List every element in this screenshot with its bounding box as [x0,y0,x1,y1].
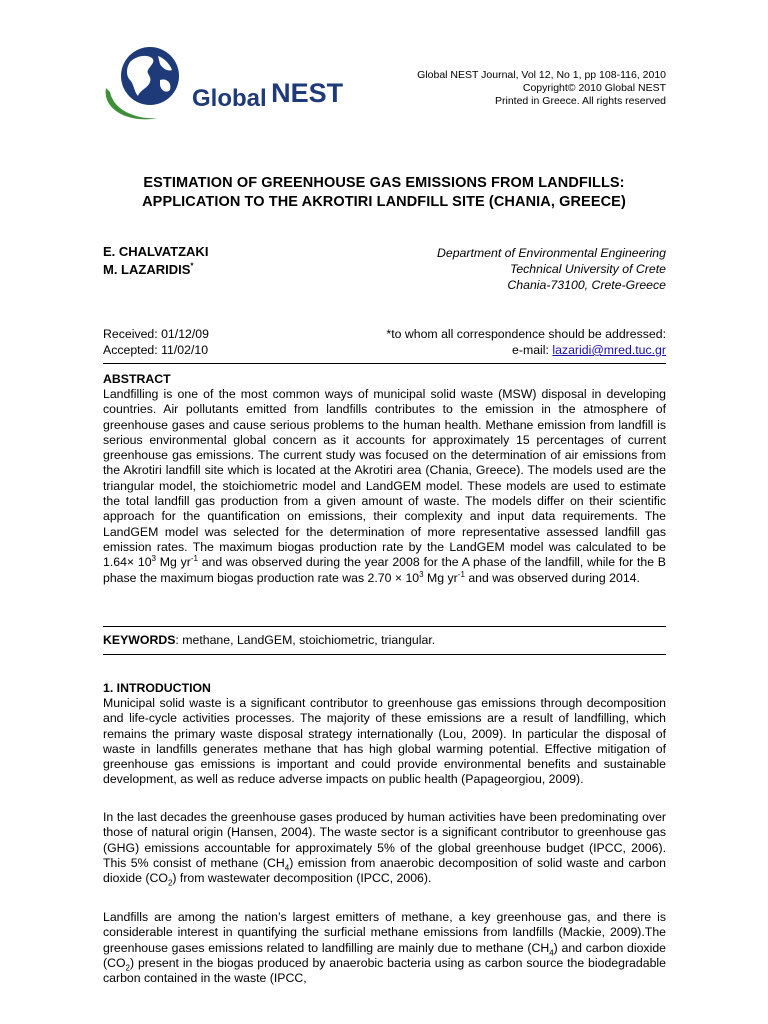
sub-2-b: 2 [125,963,130,973]
exp-3-a: 3 [151,554,156,564]
exp-minus1-b: -1 [457,569,465,579]
abstract-heading: ABSTRACT [103,372,171,386]
email-label: e-mail: [512,343,553,357]
abstract-part-d: Mg yr [423,570,458,585]
correspondence [386,326,666,358]
accepted-date: Accepted: 11/02/10 [103,343,209,357]
correspondence-email-line [386,342,666,358]
abstract-part-a: Landfilling is one of the most common ways of municipal solid waste (MSW) disposal in developing countries. Air pollutants emitted from landfills contributes to the emission in the atmosphere of greenhouse gases and cause serious problems to the human health. Methane emission from landfill is serious environmental global concern as it accounts for approximately 15 percentages of current greenhouse gas emissions. The current study was focused on the determination of air emissions from the Akrotiri landfill site which is located at the Akrotiri area (Chania, Greece). The models used are the triangular model, the stoichiometric model and LandGEM model. These models are used to estimate the total landfill gas production from a given amount of waste. The models differ on their scientific approach for the quantification on emissions, their complexity and input data requirements. The LandGEM model was selected for the determination of more representative assessed landfill gas emission rates. The maximum biogas production rate by the LandGEM model was calculated to be 1.64× 10 [103,387,666,570]
sub-2-a: 2 [167,878,173,888]
intro-paragraph-2 [103,810,666,886]
submission-dates [103,326,209,358]
received-date: Received: 01/12/09 [103,327,209,341]
introduction-heading: 1. INTRODUCTION [103,681,211,695]
affiliation [437,245,666,293]
journal-copyright: Copyright© 2010 Global NEST [522,82,666,94]
title-line-2: APPLICATION TO THE AKROTIRI LANDFILL SITE (CHANIA, GREECE) [142,194,626,210]
sub-4-b: 4 [549,948,554,958]
intro-p3-part-c: ) present in the biogas produced by anaerobic bacteria using as carbon source the biodegradable carbon contained in the waste (IPCC, [103,955,666,986]
email-link[interactable]: lazaridi@mred.tuc.gr [552,343,666,357]
journal-citation: Global NEST Journal, Vol 12, No 1, pp 108-116, 2010 [417,69,666,81]
journal-info [417,69,666,108]
affiliation-university: Technical University of Crete [509,262,666,276]
abstract-part-c: and was observed during the year 2008 for the A phase of the landfill, while for the B phase the maximum biogas production rate was 2.70 × 10 [103,555,666,585]
intro-p2-part-a: In the last decades the greenhouse gases produced by human activities have been predominating over those of natural origin (Hansen, 2004). The waste sector is a significant contributor to greenhouse gas (GHG) emissions accountable for approximately 5% of the global greenhouse budget (IPCC, 2006). This 5% consist of methane (CH [103,810,666,870]
paper-title [100,174,668,212]
corresponding-mark: * [190,261,194,271]
intro-p2-part-b: ) emission from anaerobic decomposition of solid waste and carbon dioxide (CO [103,855,667,886]
affiliation-department: Department of Environmental Engineering [437,246,666,260]
keywords-text: : methane, LandGEM, stoichiometric, triangular. [175,633,436,647]
author-1: E. CHALVATZAKI [103,244,209,259]
abstract-part-e: and was observed during 2014. [464,570,640,585]
correspondence-note: *to whom all correspondence should be addressed: [386,327,666,341]
logo-wordmark [192,78,344,113]
author-2-name: M. LAZARIDIS [103,262,191,277]
exp-3-b: 3 [419,569,424,579]
sub-4-a: 4 [284,863,290,873]
journal-rights: Printed in Greece. All rights reserved [495,95,666,107]
logo-word-global: Global [192,85,267,112]
intro-p3-part-a: Landfills are among the nation’s largest emitters of methane, a key greenhouse gas, and there is considerable interest in quantifying the surficial methane emissions from landfills (Mackie, 2009).The greenhouse gases emissions related to landfilling are mainly due to methane (CH [103,910,666,955]
exp-minus1-a: -1 [190,554,198,564]
abstract-text [103,387,666,586]
intro-p2-part-c: ) from wastewater decomposition (IPCC, 2006). [172,871,432,886]
globe-icon [100,40,200,125]
divider-top [103,363,666,364]
author-list [103,243,208,279]
affiliation-address: Chania-73100, Crete-Greece [507,278,666,292]
intro-paragraph-1: Municipal solid waste is a significant contributor to greenhouse gas emissions through decomposition and life-cycle activities processes. The majority of these emissions are a result of landfilling, which remains the primary waste disposal strategy internationally (Lou, 2009). In particular the disposal of waste in landfills generates methane that has high global warming potential. Effective mitigation of greenhouse gas emissions is important and could provide environmental benefits and sustainable development, as well as reduce adverse impacts on public health (Papageorgiou, 2009). [103,696,666,787]
keywords [103,633,435,647]
title-line-1: ESTIMATION OF GREENHOUSE GAS EMISSIONS FROM LANDFILLS: [143,175,625,191]
divider-keywords-top [103,626,666,627]
intro-p3-part-b: ) and carbon dioxide (CO [103,940,666,970]
abstract-part-b: Mg yr [156,555,191,570]
keywords-label: KEYWORDS [103,633,176,647]
author-2 [103,261,208,279]
logo-word-nest: NEST [271,78,344,108]
divider-keywords-bottom [103,654,666,655]
intro-paragraph-3 [103,910,666,986]
